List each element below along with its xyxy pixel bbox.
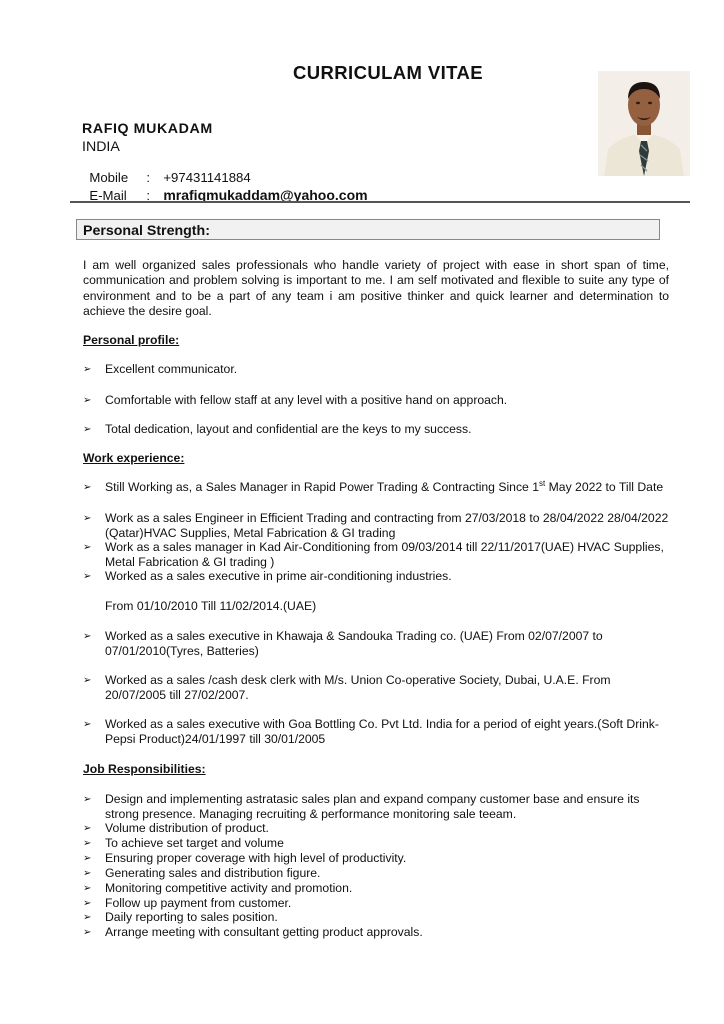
list-item-text: Excellent communicator. [105, 362, 238, 376]
bullet-arrow-icon: ➢ [83, 513, 92, 524]
list-item-text: Daily reporting to sales position. [105, 910, 278, 924]
bullet-arrow-icon: ➢ [83, 853, 92, 864]
list-item [83, 511, 669, 542]
list-item-text: Arrange meeting with consultant getting product approvals. [105, 925, 423, 939]
list-item-text: To achieve set target and volume [105, 836, 284, 850]
list-item [83, 673, 669, 704]
list-item-text: Follow up payment from customer. [105, 896, 292, 910]
bullet-arrow-icon: ➢ [83, 395, 92, 406]
email-label: E-Mail [89, 188, 127, 203]
ordinal-suffix: st [539, 478, 546, 488]
list-item-text: Generating sales and distribution figure. [105, 866, 321, 880]
mobile-label: Mobile [89, 170, 129, 185]
list-item [83, 393, 669, 408]
list-item [83, 792, 669, 823]
bullet-arrow-icon: ➢ [83, 424, 92, 435]
list-item [83, 851, 669, 866]
mobile-value: +97431141884 [163, 170, 251, 185]
bullet-arrow-icon: ➢ [83, 912, 92, 923]
work-item-text-part: Still Working as, a Sales Manager in Rapid Power Trading & Contracting Since 1 [105, 480, 540, 494]
list-item-text: Monitoring competitive activity and promotion. [105, 881, 353, 895]
work-item-text-part: May 2022 to Till Date [545, 480, 664, 494]
list-item [83, 362, 669, 377]
list-item-text: From 01/10/2010 Till 11/02/2014.(UAE) [105, 599, 317, 613]
list-item [83, 540, 669, 571]
bullet-arrow-icon: ➢ [83, 719, 92, 730]
bullet-arrow-icon: ➢ [83, 927, 92, 938]
list-item-text: Total dedication, layout and confidential are the keys to my success. [105, 422, 472, 436]
list-item [83, 910, 669, 925]
header-divider [70, 201, 690, 203]
bullet-arrow-icon: ➢ [83, 838, 92, 849]
list-item [83, 717, 669, 748]
list-item-text: Worked as a sales executive with Goa Bottling Co. Pvt Ltd. India for a period of eight years.(Soft Drink-Pepsi Product)24/01/1997 till 30/01/2005 [105, 717, 659, 747]
bullet-arrow-icon: ➢ [83, 883, 92, 894]
list-item-text: Comfortable with fellow staff at any level with a positive hand on approach. [105, 393, 508, 407]
list-item-text: Ensuring proper coverage with high level of productivity. [105, 851, 407, 865]
bullet-arrow-icon: ➢ [83, 631, 92, 642]
job-responsibilities-heading: Job Responsibilities: [83, 762, 206, 776]
document-title: CURRICULAM VITAE [292, 62, 484, 83]
bullet-arrow-icon: ➢ [83, 571, 92, 582]
list-item [83, 569, 669, 584]
list-item-text: Work as a sales Engineer in Efficient Trading and contracting from 27/03/2018 to 28/04/2022 28/04/2022 (Qatar)HVAC Supplies, Metal Fabrication & GI trading [105, 511, 669, 541]
bullet-arrow-icon: ➢ [83, 823, 92, 834]
personal-profile-heading: Personal profile: [83, 333, 180, 347]
profile-photo [598, 71, 690, 176]
list-item-text: Design and implementing astratasic sales plan and expand company customer base and ensure its strong presence. Managing recruiting & performance monitoring sale teeam. [105, 792, 640, 822]
list-item [83, 866, 669, 881]
list-item-text: Volume distribution of product. [105, 821, 269, 835]
list-item-text: Worked as a sales /cash desk clerk with M/s. Union Co-operative Society, Dubai, U.A.E. From 20/07/2005 till 27/02/2007. [105, 673, 611, 703]
list-item [83, 836, 669, 851]
list-item-text [105, 480, 669, 495]
bullet-arrow-icon: ➢ [83, 542, 92, 553]
list-item-text: Worked as a sales executive in Khawaja & Sandouka Trading co. (UAE) From 02/07/2007 to 07/01/2010(Tyres, Batteries) [105, 629, 603, 659]
bullet-arrow-icon: ➢ [83, 898, 92, 909]
list-item [83, 480, 669, 495]
list-item-text: Worked as a sales executive in prime air-conditioning industries. [105, 569, 452, 583]
email-value: mrafiqmukaddam@yahoo.com [163, 187, 368, 203]
work-experience-heading: Work experience: [83, 451, 185, 465]
list-item-text: Work as a sales manager in Kad Air-Conditioning from 09/03/2014 till 22/11/2017(UAE) HVAC Supplies, Metal Fabrication & GI trading ) [105, 540, 664, 570]
bullet-arrow-icon: ➢ [83, 482, 92, 493]
list-item [83, 629, 669, 660]
list-item [83, 821, 669, 836]
bullet-arrow-icon: ➢ [83, 675, 92, 686]
email-separator: : [146, 188, 150, 203]
personal-strength-text: I am well organized sales professionals who handle variety of project with ease in short span of time, communication and problem solving is important to me. I am self motivated and flexible to suite any type of environment and to be a part of any team i am positive thinker and quick learner and determination to achieve the desire goal. [83, 258, 669, 318]
prime-period-line [83, 599, 669, 614]
bullet-arrow-icon: ➢ [83, 364, 92, 375]
bullet-arrow-icon: ➢ [83, 794, 92, 805]
list-item [83, 896, 669, 911]
bullet-arrow-icon: ➢ [83, 868, 92, 879]
list-item [83, 925, 669, 940]
list-item [83, 881, 669, 896]
candidate-name: RAFIQ MUKADAM [82, 121, 213, 137]
list-item [83, 422, 669, 437]
candidate-country: INDIA [82, 139, 120, 155]
email-row [82, 172, 368, 203]
mobile-separator: : [146, 170, 150, 185]
personal-strength-heading: Personal Strength: [83, 223, 210, 239]
